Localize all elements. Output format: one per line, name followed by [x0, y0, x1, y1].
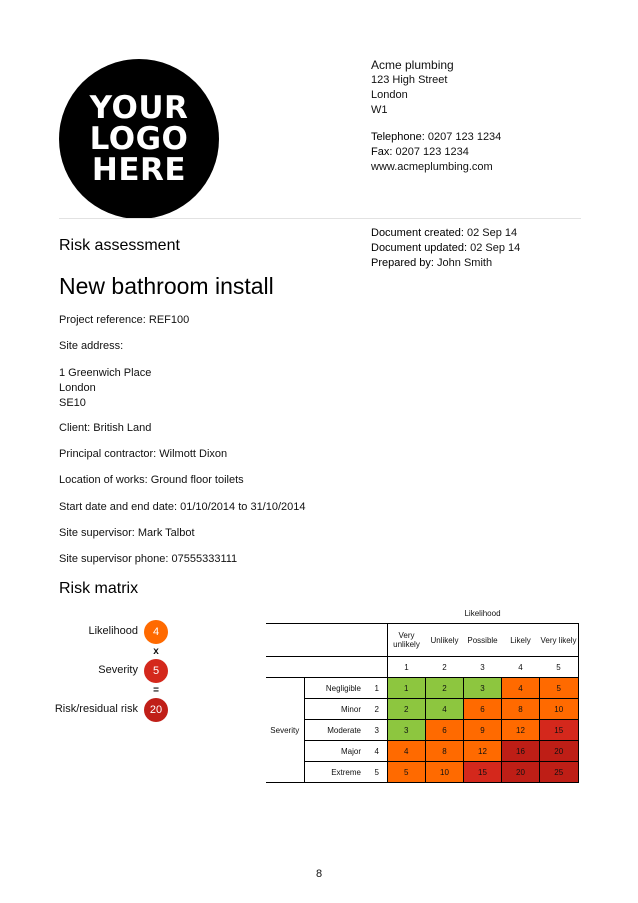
severity-number: 2 [367, 699, 387, 720]
company-details [371, 58, 501, 175]
matrix-cell: 16 [502, 741, 540, 762]
prepared-value: John Smith [437, 257, 493, 269]
severity-number: 5 [367, 762, 387, 783]
project-title: New bathroom install [59, 273, 274, 299]
matrix-cell: 8 [502, 699, 540, 720]
company-telephone [371, 130, 501, 145]
likelihood-header: Likelihood [464, 608, 501, 618]
site-address [59, 366, 151, 411]
header-divider [59, 218, 581, 219]
field-label: Location of works: [59, 474, 148, 486]
matrix-cell: 4 [502, 678, 540, 699]
severity-number: 3 [367, 720, 387, 741]
likelihood-label: Likelihood [88, 625, 138, 637]
matrix-cell: 3 [464, 678, 502, 699]
logo-line-2: LOGO [89, 120, 189, 157]
matrix-cell: 15 [540, 720, 579, 741]
matrix-cell: 5 [387, 762, 426, 783]
client [59, 422, 151, 434]
severity-number: 1 [367, 678, 387, 699]
created-value: 02 Sep 14 [467, 227, 518, 239]
logo-line-3: HERE [91, 151, 187, 188]
field-label: Client: [59, 422, 91, 434]
equals-sign: = [153, 685, 159, 696]
matrix-cell: 6 [426, 720, 464, 741]
telephone-label: Telephone: [371, 131, 425, 143]
logo-line-1: YOUR [89, 89, 189, 126]
severity-name: Extreme [304, 762, 367, 783]
document-info [371, 226, 520, 271]
matrix-cell: 15 [464, 762, 502, 783]
field-label: Project reference: [59, 314, 146, 326]
company-address-line: 123 High Street [371, 74, 448, 86]
field-value: 07555333111 [171, 553, 238, 565]
likelihood-number: 1 [387, 657, 426, 678]
field-label: Start date and end date: [59, 501, 178, 513]
fax-label: Fax: [371, 146, 393, 158]
likelihood-name: Unlikely [426, 624, 464, 657]
site-address-line: SE10 [59, 397, 86, 409]
likelihood-number: 4 [502, 657, 540, 678]
site-supervisor-phone [59, 553, 237, 565]
company-website: www.acmeplumbing.com [371, 161, 493, 173]
matrix-cell: 20 [502, 762, 540, 783]
company-address-line: W1 [371, 104, 388, 116]
field-value: Mark Talbot [137, 527, 195, 539]
company-name: Acme plumbing [371, 58, 454, 72]
matrix-cell: 1 [387, 678, 426, 699]
matrix-cell: 25 [540, 762, 579, 783]
matrix-cell: 6 [464, 699, 502, 720]
document-created [371, 226, 520, 241]
start-end-date [59, 501, 306, 513]
likelihood-name: Very likely [540, 624, 579, 657]
fax-value: 0207 123 1234 [395, 146, 469, 158]
matrix-cell: 20 [540, 741, 579, 762]
matrix-cell: 4 [426, 699, 464, 720]
field-value: British Land [93, 422, 152, 434]
likelihood-name: Likely [502, 624, 540, 657]
field-value: REF100 [148, 314, 190, 326]
severity-label: Severity [98, 664, 138, 676]
company-address-line: London [371, 89, 408, 101]
likelihood-name: Very unlikely [387, 624, 426, 657]
field-value: Ground floor toilets [150, 474, 244, 486]
project-reference [59, 314, 189, 326]
matrix-cell: 2 [426, 678, 464, 699]
likelihood-value: 4 [144, 620, 168, 644]
risk-value: 20 [144, 698, 168, 722]
field-value: 01/10/2014 to 31/10/2014 [180, 501, 306, 513]
telephone-value: 0207 123 1234 [427, 131, 502, 143]
severity-number: 4 [367, 741, 387, 762]
company-fax [371, 145, 501, 160]
severity-name: Major [304, 741, 367, 762]
updated-label: Document updated: [371, 242, 468, 254]
field-value: Wilmott Dixon [159, 448, 228, 460]
field-label: Site supervisor: [59, 527, 135, 539]
document-prepared [371, 256, 520, 271]
matrix-cell: 12 [464, 741, 502, 762]
risk-matrix-table [266, 603, 579, 783]
matrix-cell: 9 [464, 720, 502, 741]
site-address-line: London [59, 382, 96, 394]
company-logo [59, 59, 219, 219]
page-number: 8 [315, 868, 323, 880]
likelihood-number: 2 [426, 657, 464, 678]
site-address-line: 1 Greenwich Place [59, 367, 152, 379]
severity-header: Severity [266, 678, 304, 783]
site-address-label: Site address: [59, 340, 124, 352]
risk-label: Risk/residual risk [54, 703, 138, 715]
multiply-sign: x [153, 646, 159, 657]
likelihood-name: Possible [464, 624, 502, 657]
severity-name: Moderate [304, 720, 367, 741]
severity-value: 5 [144, 659, 168, 683]
prepared-label: Prepared by: [371, 257, 434, 269]
site-supervisor [59, 527, 195, 539]
matrix-cell: 2 [387, 699, 426, 720]
matrix-cell: 12 [502, 720, 540, 741]
matrix-cell: 10 [426, 762, 464, 783]
likelihood-number: 3 [464, 657, 502, 678]
severity-name: Minor [304, 699, 367, 720]
matrix-cell: 3 [387, 720, 426, 741]
location-of-works [59, 474, 244, 486]
section-title: Risk assessment [59, 237, 180, 254]
field-label: Site supervisor phone: [59, 553, 169, 565]
matrix-cell: 5 [540, 678, 579, 699]
matrix-cell: 8 [426, 741, 464, 762]
created-label: Document created: [371, 227, 464, 239]
document-updated [371, 241, 520, 256]
principal-contractor [59, 448, 227, 460]
risk-matrix-title: Risk matrix [59, 580, 139, 597]
field-label: Principal contractor: [59, 448, 157, 460]
severity-name: Negligible [304, 678, 367, 699]
updated-value: 02 Sep 14 [470, 242, 521, 254]
matrix-cell: 4 [387, 741, 426, 762]
likelihood-number: 5 [540, 657, 579, 678]
matrix-cell: 10 [540, 699, 579, 720]
